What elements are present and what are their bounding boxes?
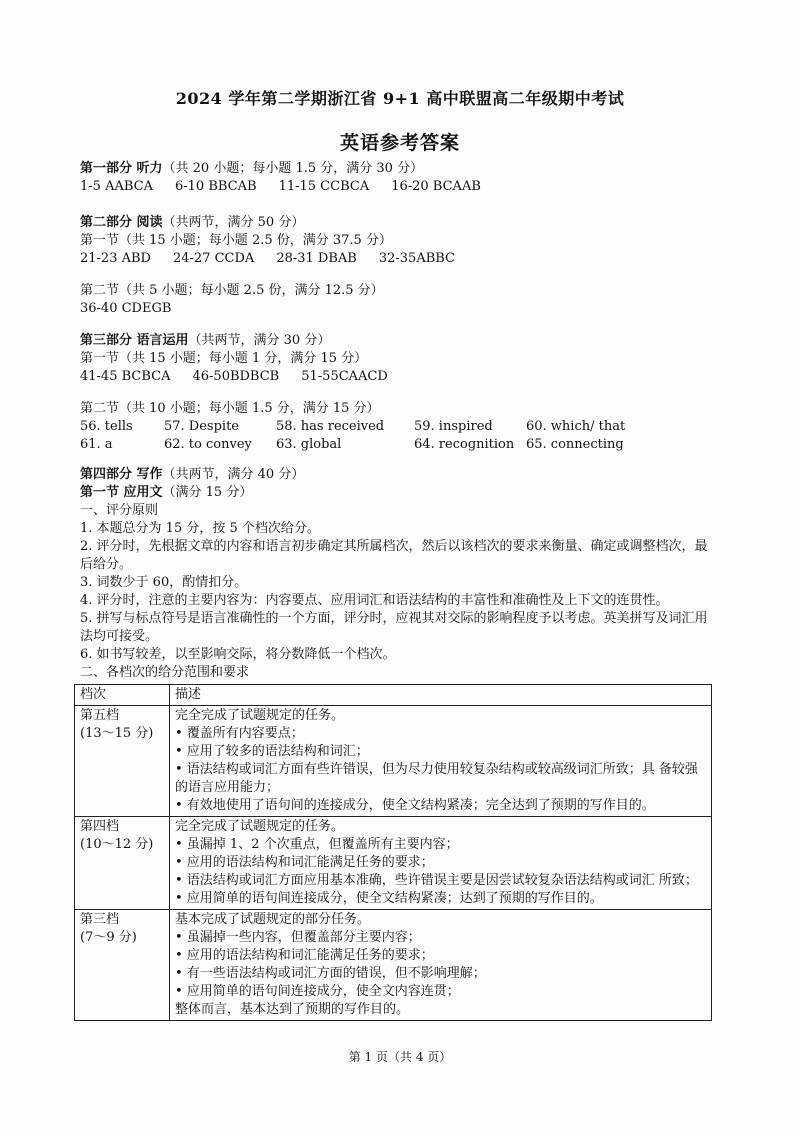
answer-group: 11-15 CCBCA [278, 179, 370, 194]
part3-section2 [80, 400, 720, 418]
principle-item: 5. 拼写与标点符号是语言准确性的一个方面，评分时，应视其对交际的影响程度予以考虑。英美拼写及词汇用法均可接受。 [80, 611, 708, 644]
part1-answers [80, 178, 720, 196]
vocab-answer: 59. inspired [414, 419, 493, 434]
part3-language-use [80, 332, 720, 386]
rubric-table [74, 684, 712, 1021]
part2-section1-answers [80, 250, 720, 268]
description-line: • 应用简单的语句间连接成分，使全文结构紧凑；达到了预期的写作目的。 [175, 891, 603, 906]
page-number: 第 1 页（共 4 页） [348, 1050, 452, 1064]
column-header-level: 档次 [75, 685, 170, 706]
description-line: • 语法结构或词汇方面应用基本准确，些许错误主要是因尝试较复杂语法结构或词汇 所致； [175, 873, 698, 888]
description-line: 基本完成了试题规定的部分任务。 [175, 912, 371, 927]
description-line: • 有一些语法结构或词汇方面的错误，但不影响理解； [175, 966, 486, 981]
exam-title: 2024 学年第二学期浙江省 9+1 高中联盟高二年级期中考试 [175, 89, 625, 108]
principle-item: 1. 本题总分为 15 分，按 5 个档次给分。 [80, 521, 320, 536]
part2-note: （共两节，满分 50 分） [162, 215, 305, 230]
principle-item: 3. 词数少于 60，酌情扣分。 [80, 575, 248, 590]
level-cell [75, 910, 170, 1021]
table-row [75, 706, 712, 817]
vocab-answer: 62. to convey [164, 437, 252, 452]
level-range: (7～9 分) [80, 930, 137, 945]
answer-group: 28-31 DBAB [276, 251, 357, 266]
vocab-answer: 57. Despite [164, 419, 239, 434]
level-name: 第五档 [80, 708, 120, 723]
description-cell [170, 817, 712, 910]
vocab-answer: 58. has received [276, 419, 385, 434]
vocab-answer: 56. tells [80, 419, 133, 434]
description-cell [170, 706, 712, 817]
ranges-title: 二、各档次的给分范围和要求 [80, 665, 250, 680]
vocab-answer: 64. recognition [414, 437, 515, 452]
part3-note: （共两节，满分 30 分） [188, 333, 331, 348]
part1-note: （共 20 小题；每小题 1.5 分，满分 30 分） [162, 161, 424, 176]
answer-group: 32-35ABBC [378, 251, 456, 266]
description-line: • 应用简单的语句间连接成分，使全文内容连贯； [175, 984, 460, 999]
vocab-answer: 65. connecting [526, 437, 624, 452]
answer-group: 51-55CAACD [301, 369, 388, 384]
description-line: • 应用的语法结构和词汇能满足任务的要求； [175, 855, 434, 870]
part3-section1-title: 第一节（共 15 小题；每小题 1 分，满分 15 分） [80, 351, 368, 366]
level-cell [75, 817, 170, 910]
part3-section2-title: 第二节（共 10 小题；每小题 1.5 分，满分 15 分） [80, 401, 380, 416]
description-line: • 应用的语法结构和词汇能满足任务的要求； [175, 948, 434, 963]
description-line: • 覆盖所有内容要点； [175, 726, 304, 741]
part2-section2-title: 第二节（共 5 小题；每小题 2.5 份，满分 12.5 分） [80, 283, 384, 298]
level-range: (13～15 分) [80, 726, 154, 741]
description-line: • 虽漏掉 1、2 个次重点，但覆盖所有主要内容； [175, 837, 459, 852]
table-header-row [75, 685, 712, 706]
level-cell [75, 706, 170, 817]
answer-group: 1-5 AABCA [80, 179, 153, 194]
description-line: 完全完成了试题规定的任务。 [175, 708, 345, 723]
description-line: 完全完成了试题规定的任务。 [175, 819, 345, 834]
part4-section1-note: （满分 15 分） [162, 485, 253, 500]
description-line: • 语法结构或词汇方面有些许错误，但为尽力使用较复杂结构或较高级词汇所致；具 备较强的语言应用能力； [175, 762, 698, 795]
part2-section2 [80, 282, 720, 318]
description-line: • 应用了较多的语法结构和词汇； [175, 744, 369, 759]
principle-item: 4. 评分时，注意的主要内容为：内容要点、应用词汇和语法结构的丰富性和准确性及上下文的连贯性。 [80, 593, 669, 608]
part4-heading: 第四部分 写作 [80, 467, 163, 482]
part2-section2-answers: 36-40 CDEGB [80, 301, 172, 316]
part4-note: （共两节，满分 40 分） [162, 467, 305, 482]
answer-group: 46-50BDBCB [192, 369, 280, 384]
vocab-answer: 61. a [80, 437, 113, 452]
principle-item: 2. 评分时，先根据文章的内容和语言初步确定其所属档次，然后以该档次的要求来衡量、确定或调整档次，最后给分。 [80, 539, 708, 572]
column-header-description: 描述 [170, 685, 712, 706]
principle-item: 6. 如书写较差，以至影响交际，将分数降低一个档次。 [80, 647, 396, 662]
description-line: • 有效地使用了语句间的连接成分，使全文结构紧凑；完全达到了预期的写作目的。 [175, 798, 655, 813]
answer-group: 21-23 ABD [80, 251, 151, 266]
description-line: • 虽漏掉一些内容，但覆盖部分主要内容； [175, 930, 421, 945]
answer-group: 6-10 BBCAB [174, 179, 257, 194]
part4-writing [80, 466, 720, 682]
answer-group: 41-45 BCBCA [80, 369, 171, 384]
part2-heading: 第二部分 阅读 [80, 215, 163, 230]
level-range: (10～12 分) [80, 837, 154, 852]
description-cell [170, 910, 712, 1021]
part2-section1-title: 第一节（共 15 小题；每小题 2.5 份，满分 37.5 分） [80, 233, 392, 248]
table-row [75, 910, 712, 1021]
part3-heading: 第三部分 语言运用 [80, 333, 189, 348]
part1-heading: 第一部分 听力 [80, 161, 163, 176]
level-name: 第四档 [80, 819, 120, 834]
table-row [75, 817, 712, 910]
part1-listening [80, 160, 720, 196]
description-line: 整体而言，基本达到了预期的写作目的。 [175, 1002, 410, 1017]
vocab-answer: 63. global [276, 437, 342, 452]
vocab-answer: 60. which/ that [526, 419, 626, 434]
principles-title: 一、评分原则 [80, 503, 159, 518]
answer-group: 24-27 CCDA [172, 251, 255, 266]
part4-section1-heading: 第一节 应用文 [80, 485, 163, 500]
answer-group: 16-20 BCAAB [391, 179, 481, 194]
part3-section1-answers [80, 368, 720, 386]
part3-section2-answers [80, 418, 720, 454]
part2-reading [80, 214, 720, 268]
page-title: 英语参考答案 [339, 132, 460, 154]
level-name: 第三档 [80, 912, 120, 927]
